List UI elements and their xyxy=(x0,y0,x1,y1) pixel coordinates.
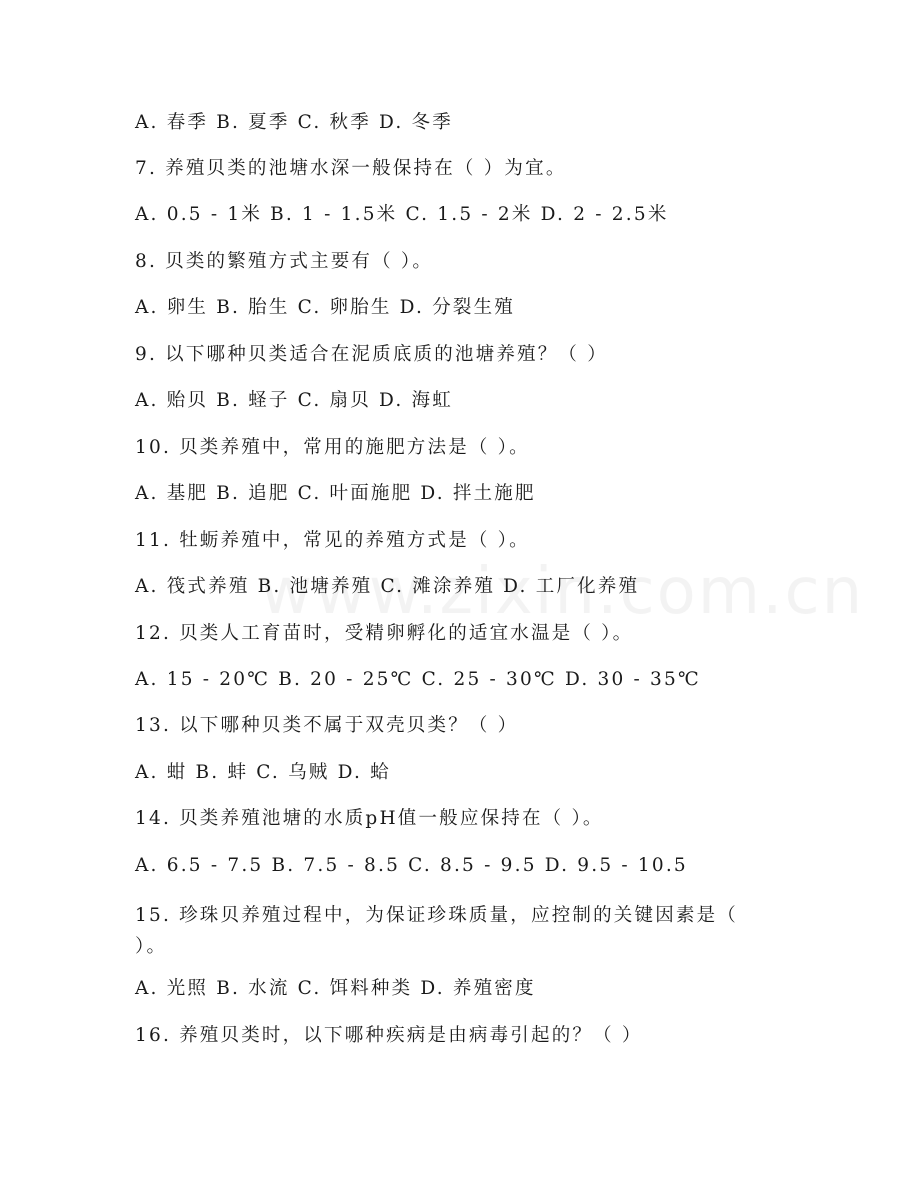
question-14-options: A. 6.5 - 7.5 B. 7.5 - 8.5 C. 8.5 - 9.5 D. 9.5 - 10.5 xyxy=(135,855,688,876)
question-16-stem: 16. 养殖贝类时，以下哪种疾病是由病毒引起的？（ ） xyxy=(135,1025,643,1046)
question-12-stem: 12. 贝类人工育苗时，受精卵孵化的适宜水温是（ ）。 xyxy=(135,623,634,644)
question-9-stem: 9. 以下哪种贝类适合在泥质底质的池塘养殖？（ ） xyxy=(135,344,608,365)
question-12-options: A. 15 - 20℃ B. 20 - 25℃ C. 25 - 30℃ D. 30 - 35℃ xyxy=(135,669,701,690)
question-6-options: A. 春季 B. 夏季 C. 秋季 D. 冬季 xyxy=(135,112,453,133)
question-11-options: A. 筏式养殖 B. 池塘养殖 C. 滩涂养殖 D. 工厂化养殖 xyxy=(135,576,640,597)
question-10-stem: 10. 贝类养殖中，常用的施肥方法是（ ）。 xyxy=(135,437,530,458)
question-7-options: A. 0.5 - 1米 B. 1 - 1.5米 C. 1.5 - 2米 D. 2 - 2.5米 xyxy=(135,204,669,225)
question-9-options: A. 贻贝 B. 蛏子 C. 扇贝 D. 海虹 xyxy=(135,390,453,411)
question-8-options: A. 卵生 B. 胎生 C. 卵胎生 D. 分裂生殖 xyxy=(135,297,516,318)
question-13-options: A. 蚶 B. 蚌 C. 乌贼 D. 蛤 xyxy=(135,762,391,783)
question-15-options: A. 光照 B. 水流 C. 饵料种类 D. 养殖密度 xyxy=(135,978,536,999)
question-7-stem: 7. 养殖贝类的池塘水深一般保持在（ ）为宜。 xyxy=(135,158,567,179)
question-13-stem: 13. 以下哪种贝类不属于双壳贝类？（ ） xyxy=(135,715,519,736)
question-11-stem: 11. 牡蛎养殖中，常见的养殖方式是（ ）。 xyxy=(135,530,530,551)
question-15-stem: 15. 珍珠贝养殖过程中，为保证珍珠质量，应控制的关键因素是（ ）。 xyxy=(135,905,739,957)
question-14-stem: 14. 贝类养殖池塘的水质pH值一般应保持在（ ）。 xyxy=(135,808,604,829)
question-10-options: A. 基肥 B. 追肥 C. 叶面施肥 D. 拌土施肥 xyxy=(135,483,536,504)
question-8-stem: 8. 贝类的繁殖方式主要有（ ）。 xyxy=(135,251,434,272)
